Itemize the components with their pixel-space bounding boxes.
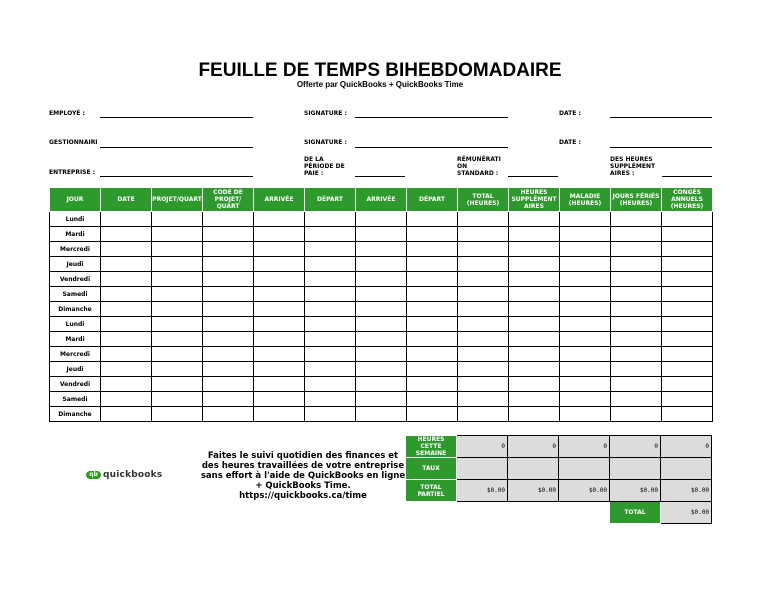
col-total-heures: TOTAL (HEURES) <box>458 188 509 212</box>
date-label: DATE : <box>559 110 581 117</box>
grand-total-label: TOTAL <box>610 502 661 524</box>
week-vacation-hours: 0 <box>661 436 712 458</box>
entry-cell[interactable] <box>407 317 458 332</box>
entry-cell[interactable] <box>101 242 152 257</box>
entry-cell[interactable] <box>152 287 203 302</box>
entry-cell[interactable] <box>611 317 662 332</box>
table-row <box>50 377 713 392</box>
entry-cell[interactable] <box>458 242 509 257</box>
entry-cell[interactable] <box>458 302 509 317</box>
table-row <box>50 407 713 422</box>
entry-cell[interactable] <box>458 257 509 272</box>
col-projet-quart: PROJET/QUART <box>152 188 203 212</box>
entry-cell[interactable] <box>203 287 254 302</box>
entry-cell[interactable] <box>305 272 356 287</box>
entry-cell[interactable] <box>305 332 356 347</box>
entry-cell[interactable] <box>662 407 713 422</box>
entry-cell[interactable] <box>458 407 509 422</box>
entry-cell[interactable] <box>356 317 407 332</box>
entry-cell[interactable] <box>611 332 662 347</box>
table-row <box>50 332 713 347</box>
rate-total-cell[interactable] <box>457 458 508 480</box>
entry-cell[interactable] <box>356 407 407 422</box>
col-depart-2: DÉPART <box>407 188 458 212</box>
day-cell: Dimanche <box>50 302 101 317</box>
table-row <box>50 302 713 317</box>
entry-cell[interactable] <box>407 257 458 272</box>
manager-date-label: DATE : <box>559 139 581 146</box>
entry-cell[interactable] <box>458 332 509 347</box>
entry-cell[interactable] <box>509 302 560 317</box>
rate-holiday-cell[interactable] <box>610 458 661 480</box>
promo-block <box>200 451 406 501</box>
entry-cell[interactable] <box>101 257 152 272</box>
rate-row <box>406 458 712 480</box>
entry-cell[interactable] <box>458 212 509 227</box>
manager-signature-field[interactable] <box>355 147 508 148</box>
entry-cell[interactable] <box>101 392 152 407</box>
entry-cell[interactable] <box>611 227 662 242</box>
entry-cell[interactable] <box>560 377 611 392</box>
entry-cell[interactable] <box>407 407 458 422</box>
day-cell: Vendredi <box>50 377 101 392</box>
table-row <box>50 212 713 227</box>
entry-cell[interactable] <box>662 347 713 362</box>
entry-cell[interactable] <box>305 302 356 317</box>
entry-cell[interactable] <box>458 317 509 332</box>
entry-cell[interactable] <box>662 272 713 287</box>
entry-cell[interactable] <box>254 317 305 332</box>
entry-cell[interactable] <box>152 332 203 347</box>
entry-cell[interactable] <box>203 302 254 317</box>
entry-cell[interactable] <box>407 302 458 317</box>
entry-cell[interactable] <box>203 347 254 362</box>
entry-cell[interactable] <box>662 362 713 377</box>
entry-cell[interactable] <box>254 362 305 377</box>
entry-cell[interactable] <box>560 257 611 272</box>
entry-cell[interactable] <box>254 332 305 347</box>
promo-link[interactable]: https://quickbooks.ca/time <box>239 491 367 501</box>
col-jours-feries: JOURS FÉRIÉS (HEURES) <box>611 188 662 212</box>
entry-cell[interactable] <box>101 272 152 287</box>
entry-cell[interactable] <box>254 287 305 302</box>
entry-cell[interactable] <box>305 347 356 362</box>
signature-label: SIGNATURE : <box>304 110 347 117</box>
entry-cell[interactable] <box>305 257 356 272</box>
entry-cell[interactable] <box>101 302 152 317</box>
entry-cell[interactable] <box>458 227 509 242</box>
partial-holiday-value: $0.00 <box>610 480 661 502</box>
entry-cell[interactable] <box>560 242 611 257</box>
partial-sick-value: $0.00 <box>559 480 610 502</box>
entry-cell[interactable] <box>152 347 203 362</box>
table-row <box>50 257 713 272</box>
entry-cell[interactable] <box>356 257 407 272</box>
timesheet-table <box>49 187 713 422</box>
entry-cell[interactable] <box>509 392 560 407</box>
entry-cell[interactable] <box>101 377 152 392</box>
entry-cell[interactable] <box>152 257 203 272</box>
entry-cell[interactable] <box>203 257 254 272</box>
entry-cell[interactable] <box>152 407 203 422</box>
date-field[interactable] <box>610 117 712 118</box>
entry-cell[interactable] <box>611 392 662 407</box>
entry-cell[interactable] <box>611 257 662 272</box>
entry-cell[interactable] <box>254 407 305 422</box>
entry-cell[interactable] <box>203 407 254 422</box>
entry-cell[interactable] <box>407 362 458 377</box>
week-overtime-hours: 0 <box>508 436 559 458</box>
entry-cell[interactable] <box>662 242 713 257</box>
week-hours-row <box>406 436 712 458</box>
week-holiday-hours: 0 <box>610 436 661 458</box>
entry-cell[interactable] <box>101 317 152 332</box>
entry-cell[interactable] <box>458 377 509 392</box>
entry-cell[interactable] <box>560 212 611 227</box>
entry-cell[interactable] <box>509 347 560 362</box>
entry-cell[interactable] <box>152 302 203 317</box>
entry-cell[interactable] <box>407 272 458 287</box>
rate-label: TAUX <box>406 458 457 480</box>
entry-cell[interactable] <box>203 377 254 392</box>
employee-field[interactable] <box>100 117 253 118</box>
entry-cell[interactable] <box>152 377 203 392</box>
entry-cell[interactable] <box>305 407 356 422</box>
col-date: DATE <box>101 188 152 212</box>
col-arrivee-1: ARRIVÉE <box>254 188 305 212</box>
entry-cell[interactable] <box>509 287 560 302</box>
entry-cell[interactable] <box>356 347 407 362</box>
pay-period-field[interactable] <box>355 176 405 177</box>
entry-cell[interactable] <box>254 212 305 227</box>
col-arrivee-2: ARRIVÉE <box>356 188 407 212</box>
entry-cell[interactable] <box>356 272 407 287</box>
table-row <box>50 362 713 377</box>
standard-rate-label: RÉMUNÉRATI ON STANDARD : <box>457 156 501 177</box>
entry-cell[interactable] <box>662 392 713 407</box>
entry-cell[interactable] <box>509 407 560 422</box>
entry-cell[interactable] <box>560 272 611 287</box>
col-depart-1: DÉPART <box>305 188 356 212</box>
entry-cell[interactable] <box>662 287 713 302</box>
day-cell: Dimanche <box>50 407 101 422</box>
entry-cell[interactable] <box>407 287 458 302</box>
entry-cell[interactable] <box>611 242 662 257</box>
day-cell: Lundi <box>50 317 101 332</box>
partial-total-label: TOTAL PARTIEL <box>406 480 457 502</box>
col-code-projet: CODE DE PROJET/ QUART <box>203 188 254 212</box>
table-row <box>50 227 713 242</box>
entry-cell[interactable] <box>305 227 356 242</box>
manager-label: GESTIONNAIRI <box>49 139 98 146</box>
entry-cell[interactable] <box>254 347 305 362</box>
entry-cell[interactable] <box>356 377 407 392</box>
day-cell: Jeudi <box>50 362 101 377</box>
entry-cell[interactable] <box>356 362 407 377</box>
entry-cell[interactable] <box>560 347 611 362</box>
entry-cell[interactable] <box>356 287 407 302</box>
entry-cell[interactable] <box>356 392 407 407</box>
entry-cell[interactable] <box>254 302 305 317</box>
entry-cell[interactable] <box>509 332 560 347</box>
entry-cell[interactable] <box>458 362 509 377</box>
entry-cell[interactable] <box>560 287 611 302</box>
partial-overtime-value: $0.00 <box>508 480 559 502</box>
entry-cell[interactable] <box>203 362 254 377</box>
col-maladie: MALADIE (HEURES) <box>560 188 611 212</box>
table-row <box>50 347 713 362</box>
entry-cell[interactable] <box>509 257 560 272</box>
entry-cell[interactable] <box>152 242 203 257</box>
day-cell: Mardi <box>50 332 101 347</box>
entry-cell[interactable] <box>407 227 458 242</box>
partial-vacation-value: $0.00 <box>661 480 712 502</box>
day-cell: Jeudi <box>50 257 101 272</box>
entry-cell[interactable] <box>152 212 203 227</box>
quickbooks-logo-text: quickbooks <box>103 470 163 480</box>
entry-cell[interactable] <box>101 347 152 362</box>
table-row <box>50 392 713 407</box>
signature-field[interactable] <box>355 117 508 118</box>
entry-cell[interactable] <box>662 212 713 227</box>
entry-cell[interactable] <box>509 242 560 257</box>
entry-cell[interactable] <box>152 272 203 287</box>
entry-cell[interactable] <box>662 377 713 392</box>
table-row <box>50 317 713 332</box>
entry-cell[interactable] <box>254 257 305 272</box>
entry-cell[interactable] <box>560 227 611 242</box>
table-header-row <box>50 188 713 212</box>
col-jour: JOUR <box>50 188 101 212</box>
table-row <box>50 272 713 287</box>
entry-cell[interactable] <box>152 227 203 242</box>
manager-signature-label: SIGNATURE : <box>304 139 347 146</box>
day-cell: Samedi <box>50 392 101 407</box>
entry-cell[interactable] <box>305 377 356 392</box>
manager-date-field[interactable] <box>610 147 712 148</box>
entry-cell[interactable] <box>407 332 458 347</box>
entry-cell[interactable] <box>458 347 509 362</box>
rate-vacation-cell[interactable] <box>661 458 712 480</box>
entry-cell[interactable] <box>407 377 458 392</box>
entry-cell[interactable] <box>254 392 305 407</box>
entry-cell[interactable] <box>662 317 713 332</box>
entry-cell[interactable] <box>203 227 254 242</box>
entry-cell[interactable] <box>458 287 509 302</box>
entry-cell[interactable] <box>152 362 203 377</box>
rate-overtime-cell[interactable] <box>508 458 559 480</box>
standard-rate-field[interactable] <box>508 176 558 177</box>
col-conges: CONGÉS ANNUELS (HEURES) <box>662 188 713 212</box>
day-cell: Lundi <box>50 212 101 227</box>
entry-cell[interactable] <box>509 377 560 392</box>
entry-cell[interactable] <box>458 272 509 287</box>
entry-cell[interactable] <box>407 212 458 227</box>
entry-cell[interactable] <box>101 227 152 242</box>
entry-cell[interactable] <box>509 317 560 332</box>
entry-cell[interactable] <box>560 317 611 332</box>
entry-cell[interactable] <box>611 407 662 422</box>
week-hours-label: HEURES CETTE SEMAINE <box>406 436 457 458</box>
entry-cell[interactable] <box>305 317 356 332</box>
quickbooks-logo <box>86 470 162 480</box>
entry-cell[interactable] <box>101 332 152 347</box>
rate-sick-cell[interactable] <box>559 458 610 480</box>
entry-cell[interactable] <box>203 392 254 407</box>
company-label: ENTREPRISE : <box>49 169 96 176</box>
entry-cell[interactable] <box>356 212 407 227</box>
partial-total-value: $0.00 <box>457 480 508 502</box>
day-cell: Mardi <box>50 227 101 242</box>
entry-cell[interactable] <box>509 227 560 242</box>
entry-cell[interactable] <box>254 227 305 242</box>
entry-cell[interactable] <box>305 392 356 407</box>
entry-cell[interactable] <box>407 242 458 257</box>
entry-cell[interactable] <box>203 317 254 332</box>
entry-cell[interactable] <box>662 302 713 317</box>
entry-cell[interactable] <box>356 302 407 317</box>
entry-cell[interactable] <box>662 257 713 272</box>
totals-table <box>405 435 712 524</box>
overtime-rate-label: DES HEURES SUPPLÉMENT AIRES : <box>610 156 656 177</box>
entry-cell[interactable] <box>203 242 254 257</box>
entry-cell[interactable] <box>611 362 662 377</box>
entry-cell[interactable] <box>356 227 407 242</box>
entry-cell[interactable] <box>611 302 662 317</box>
entry-cell[interactable] <box>203 332 254 347</box>
day-cell: Vendredi <box>50 272 101 287</box>
day-cell: Samedi <box>50 287 101 302</box>
entry-cell[interactable] <box>509 212 560 227</box>
entry-cell[interactable] <box>101 407 152 422</box>
entry-cell[interactable] <box>356 242 407 257</box>
entry-cell[interactable] <box>254 377 305 392</box>
entry-cell[interactable] <box>305 242 356 257</box>
entry-cell[interactable] <box>509 362 560 377</box>
partial-total-row <box>406 480 712 502</box>
entry-cell[interactable] <box>254 272 305 287</box>
col-heures-supp: HEURES SUPPLÉMENT AIRES <box>509 188 560 212</box>
entry-cell[interactable] <box>305 362 356 377</box>
promo-text: Faites le suivi quotidien des finances et des heures travaillées de votre entreprise sans effort à l'aide de QuickBooks en ligne + QuickBooks Time. <box>200 451 406 491</box>
entry-cell[interactable] <box>560 407 611 422</box>
page-title: FEUILLE DE TEMPS BIHEBDOMADAIRE <box>198 60 562 81</box>
week-sick-hours: 0 <box>559 436 610 458</box>
entry-cell[interactable] <box>305 287 356 302</box>
quickbooks-logo-icon: qb <box>86 471 101 479</box>
entry-cell[interactable] <box>101 212 152 227</box>
grand-total-value: $0.00 <box>661 502 712 524</box>
entry-cell[interactable] <box>305 212 356 227</box>
entry-cell[interactable] <box>560 362 611 377</box>
entry-cell[interactable] <box>101 362 152 377</box>
entry-cell[interactable] <box>662 227 713 242</box>
entry-cell[interactable] <box>611 212 662 227</box>
day-cell: Mercredi <box>50 242 101 257</box>
table-row <box>50 242 713 257</box>
day-cell: Mercredi <box>50 347 101 362</box>
entry-cell[interactable] <box>560 332 611 347</box>
entry-cell[interactable] <box>458 392 509 407</box>
company-field[interactable] <box>100 176 253 177</box>
entry-cell[interactable] <box>560 302 611 317</box>
grand-total-row <box>406 502 712 524</box>
entry-cell[interactable] <box>407 347 458 362</box>
entry-cell[interactable] <box>101 287 152 302</box>
week-total-hours: 0 <box>457 436 508 458</box>
entry-cell[interactable] <box>356 332 407 347</box>
entry-cell[interactable] <box>152 392 203 407</box>
entry-cell[interactable] <box>152 317 203 332</box>
entry-cell[interactable] <box>662 332 713 347</box>
page-subtitle: Offerte par QuickBooks + QuickBooks Time <box>296 80 464 89</box>
overtime-rate-field[interactable] <box>662 176 712 177</box>
entry-cell[interactable] <box>254 242 305 257</box>
manager-field[interactable] <box>100 147 253 148</box>
employee-label: EMPLOYÉ : <box>49 110 85 117</box>
entry-cell[interactable] <box>560 392 611 407</box>
table-row <box>50 287 713 302</box>
entry-cell[interactable] <box>203 272 254 287</box>
entry-cell[interactable] <box>509 272 560 287</box>
entry-cell[interactable] <box>407 392 458 407</box>
entry-cell[interactable] <box>611 272 662 287</box>
pay-period-label: DE LA PÉRIODE DE PAIE : <box>304 156 345 177</box>
entry-cell[interactable] <box>611 347 662 362</box>
entry-cell[interactable] <box>611 287 662 302</box>
entry-cell[interactable] <box>611 377 662 392</box>
entry-cell[interactable] <box>203 212 254 227</box>
